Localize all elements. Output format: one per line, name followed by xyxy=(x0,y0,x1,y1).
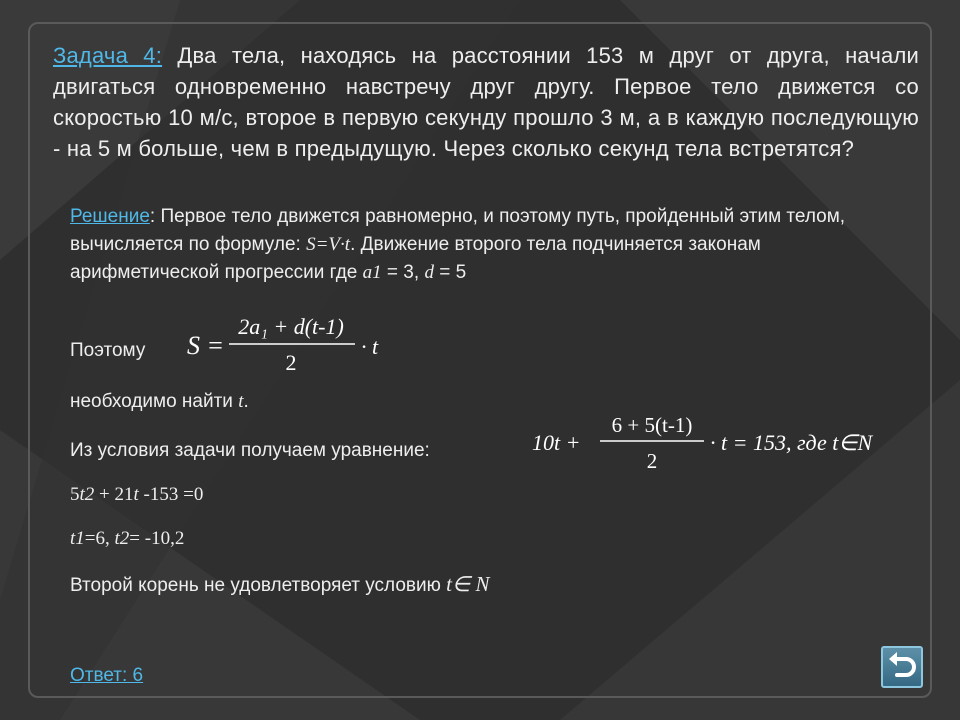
root-t1: t1 xyxy=(70,528,85,549)
need-find-line xyxy=(70,390,249,414)
quadratic-t: t xyxy=(133,484,139,505)
sum-formula-lhs: S = xyxy=(187,331,225,360)
solution-label[interactable]: Решение xyxy=(70,206,150,227)
equation-formula-lhs: 10t + xyxy=(532,430,581,455)
root-t2-value: = -10,2 xyxy=(129,528,185,549)
answer-link[interactable]: Ответ: 6 xyxy=(70,665,144,686)
quadratic-end: -153 =0 xyxy=(138,484,204,505)
back-button[interactable] xyxy=(881,646,923,688)
d-value: = 5 xyxy=(433,262,467,283)
var-d: d xyxy=(424,262,434,283)
sum-formula-numerator: 2a₁ + d(t-1) xyxy=(238,314,344,339)
need-find-end: . xyxy=(243,391,249,412)
therefore-label: Поэтому xyxy=(70,340,146,361)
quadratic-t2: t2 xyxy=(79,484,95,505)
return-arrow-icon xyxy=(883,648,921,686)
solution-text-2: . Движение второго тела подчиняется законам арифметической прогрессии где xyxy=(70,234,761,283)
condition-text: Второй корень не удовлетворяет условию xyxy=(70,575,447,596)
need-find-var: t xyxy=(238,391,244,412)
a1-value: = 3, xyxy=(381,262,425,283)
roots-line xyxy=(70,527,184,551)
condition-line xyxy=(70,572,490,598)
sum-formula-denominator: 2 xyxy=(285,350,297,375)
equation-formula xyxy=(530,408,920,476)
quadratic-middle: + 21 xyxy=(94,484,134,505)
equation-formula-denominator: 2 xyxy=(646,449,658,473)
quadratic-coef: 5 xyxy=(70,484,80,505)
solution-text-1: : Первое тело движется равномерно, и поэтому путь, пройденный этим телом, вычисляется по формуле: xyxy=(70,206,846,255)
solution-paragraph xyxy=(70,203,900,287)
sum-formula xyxy=(183,308,413,378)
task-text: Два тела, находясь на расстоянии 153 м друг от друга, начали двигаться одновременно навстречу друг другу. Первое тело движется со скоростью 10 м/с, второе в первую секунду прошло 3 м, а в каждую последующую - на 5 м больше, чем в предыдущую. Через сколько секунд тела встретятся? xyxy=(53,43,920,161)
condition-symbol: t∈ N xyxy=(446,572,490,596)
task-label[interactable]: Задача 4: xyxy=(53,43,163,68)
root-t2: t2 xyxy=(114,528,130,549)
sum-formula-rhs: · t xyxy=(361,334,379,359)
equation-formula-numerator: 6 + 5(t-1) xyxy=(611,413,693,437)
root-t1-value: =6, xyxy=(84,528,115,549)
var-a1: a1 xyxy=(362,262,382,283)
quadratic-equation xyxy=(70,483,203,507)
equation-label: Из условия задачи получаем уравнение: xyxy=(70,440,430,461)
task-statement xyxy=(53,40,919,164)
need-find-text: необходимо найти xyxy=(70,391,239,412)
equation-formula-rhs: · t = 153, где t∈N xyxy=(710,430,873,455)
formula-s-v-t: S=V·t xyxy=(306,234,351,255)
